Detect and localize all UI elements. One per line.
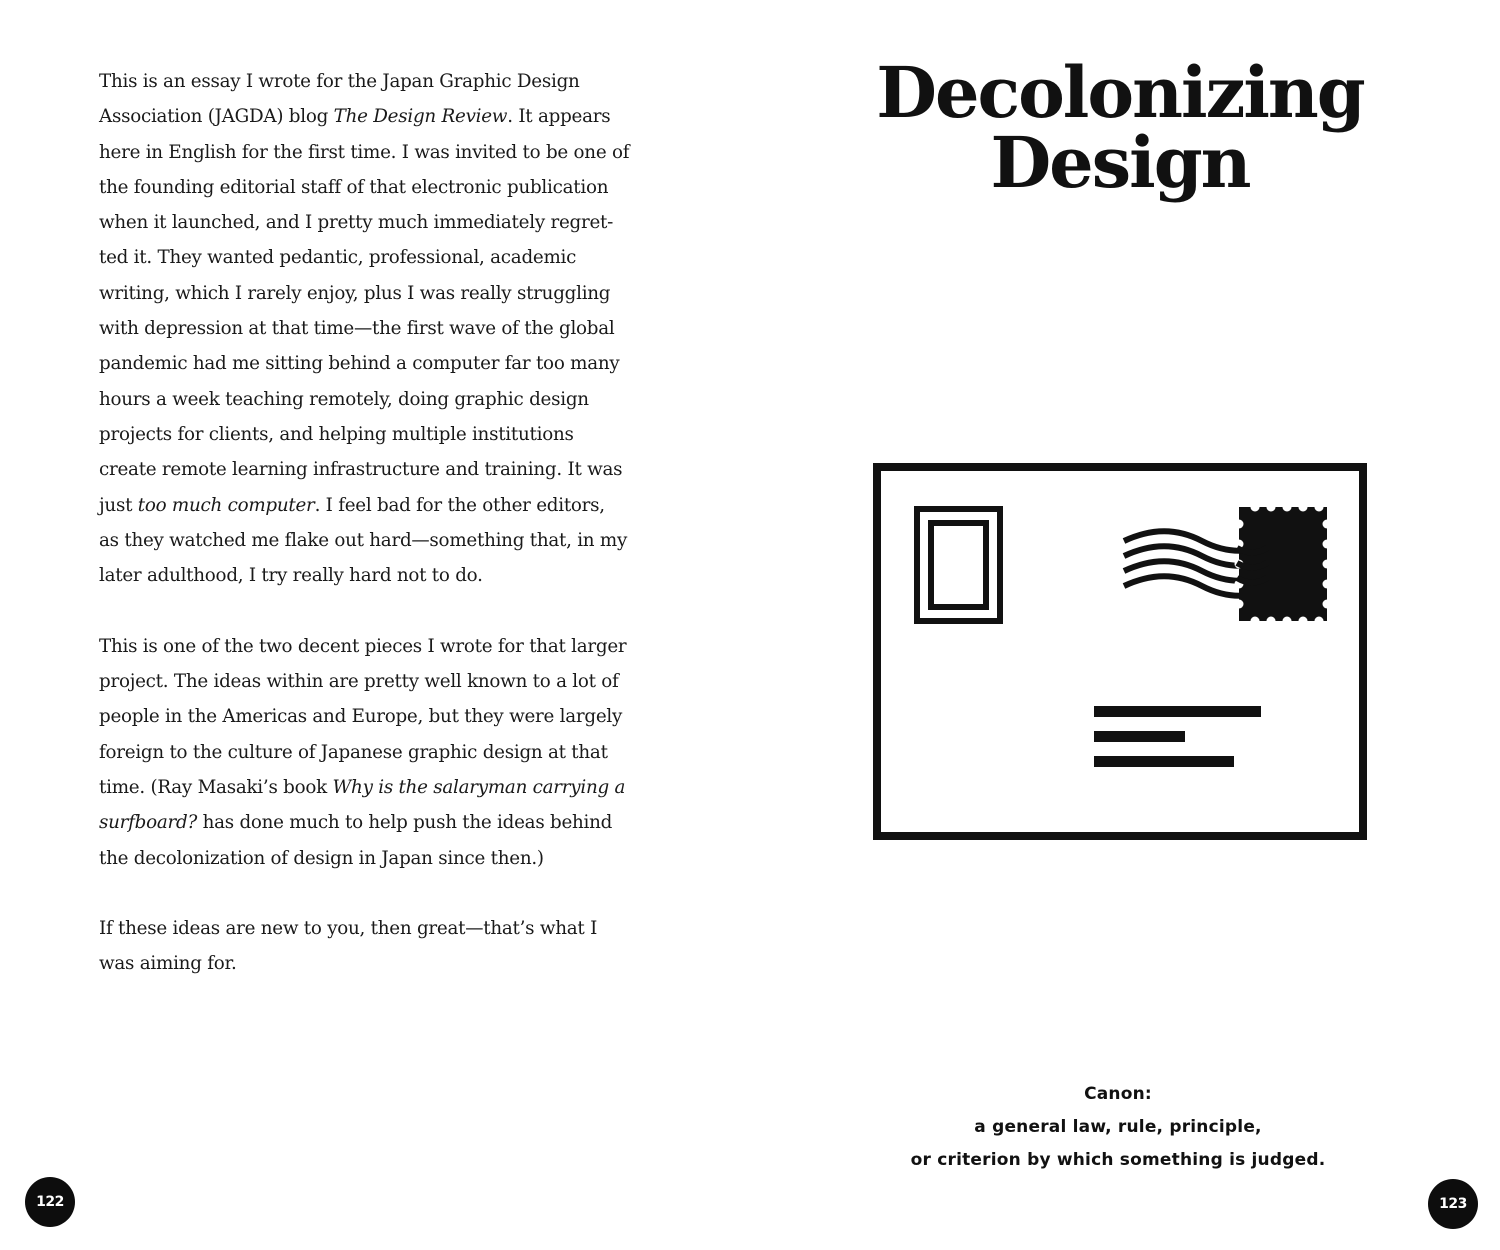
text-run: the founding editorial staff of that electronic publication	[99, 176, 609, 198]
essay-line	[99, 276, 709, 311]
canon-definition	[868, 1078, 1368, 1177]
italic-text-run: too much computer	[137, 494, 315, 516]
text-run: time. (Ray Masaki’s book	[99, 776, 333, 798]
essay-line	[99, 452, 709, 487]
chapter-title-line-2: Design	[990, 121, 1250, 204]
essay-line	[99, 770, 709, 805]
essay-line	[99, 558, 709, 593]
text-run: pandemic had me sitting behind a computer far too many	[99, 353, 620, 375]
text-run: here in English for the first time. I was invited to be one of	[99, 141, 630, 163]
text-run: If these ideas are new to you, then great—that’s what I	[99, 918, 598, 940]
essay-line	[99, 417, 709, 452]
text-run: has done much to help push the ideas behind	[197, 812, 613, 834]
essay-line	[99, 170, 709, 205]
text-run: later adulthood, I try really hard not to do.	[99, 565, 483, 587]
postmarked-stamp	[1235, 503, 1332, 626]
page-number-right: 123	[1428, 1179, 1478, 1229]
intro-essay-text	[99, 64, 709, 1017]
essay-line	[99, 629, 709, 664]
chapter-title	[810, 51, 1430, 204]
text-run: ted it. They wanted pedantic, professional, academic	[99, 247, 577, 269]
italic-text-run: Why is the salaryman carrying a	[332, 776, 626, 798]
essay-line	[99, 523, 709, 558]
text-run: . It appears	[507, 106, 611, 128]
essay-line	[99, 946, 709, 981]
text-run: hours a week teaching remotely, doing graphic design	[99, 388, 589, 410]
stamp-inner-frame	[931, 523, 986, 607]
text-run: the decolonization of design in Japan since then.)	[99, 847, 544, 869]
essay-line	[99, 64, 709, 99]
page-number-left: 122	[25, 1177, 75, 1227]
text-run: was aiming for.	[99, 953, 237, 975]
text-run: This is one of the two decent pieces I wrote for that larger	[99, 635, 627, 657]
essay-line	[99, 382, 709, 417]
essay-line	[99, 311, 709, 346]
text-run: foreign to the culture of Japanese graphic design at that	[99, 741, 608, 763]
text-run: project. The ideas within are pretty well known to a lot of	[99, 671, 619, 693]
chapter-title-line-1: Decolonizing	[876, 51, 1364, 134]
essay-line	[99, 240, 709, 275]
essay-line	[99, 664, 709, 699]
essay-line	[99, 205, 709, 240]
essay-line	[99, 805, 709, 840]
address-lines	[1094, 706, 1261, 767]
text-run: with depression at that time—the first wave of the global	[99, 318, 615, 340]
essay-paragraph	[99, 629, 709, 876]
italic-text-run: surfboard?	[99, 812, 198, 834]
essay-line	[99, 911, 709, 946]
essay-line	[99, 135, 709, 170]
text-run: . I feel bad for the other editors,	[314, 494, 605, 516]
essay-line	[99, 346, 709, 381]
text-run: as they watched me flake out hard—something that, in my	[99, 529, 628, 551]
text-run: This is an essay I wrote for the Japan Graphic Design	[99, 71, 580, 92]
text-run: people in the Americas and Europe, but they were largely	[99, 706, 623, 728]
envelope-postmark-icon	[872, 462, 1372, 842]
essay-line	[99, 841, 709, 876]
text-run: just	[99, 494, 138, 516]
text-run: Association (JAGDA) blog	[99, 106, 334, 128]
definition-line-2: or criterion by which something is judged.	[910, 1150, 1326, 1170]
essay-paragraph	[99, 64, 709, 593]
text-run: projects for clients, and helping multiple institutions	[99, 423, 574, 445]
definition-term: Canon:	[1084, 1084, 1152, 1104]
italic-text-run: The Design Review	[333, 106, 508, 128]
essay-line	[99, 488, 709, 523]
essay-line	[99, 699, 709, 734]
definition-line-1: a general law, rule, principle,	[974, 1117, 1262, 1137]
text-run: create remote learning infrastructure and training. It was	[99, 459, 623, 481]
essay-paragraph	[99, 911, 709, 982]
text-run: writing, which I rarely enjoy, plus I was really struggling	[99, 282, 611, 304]
text-run: when it launched, and I pretty much immediately regret-	[99, 212, 614, 234]
essay-line	[99, 735, 709, 770]
essay-line	[99, 99, 709, 134]
